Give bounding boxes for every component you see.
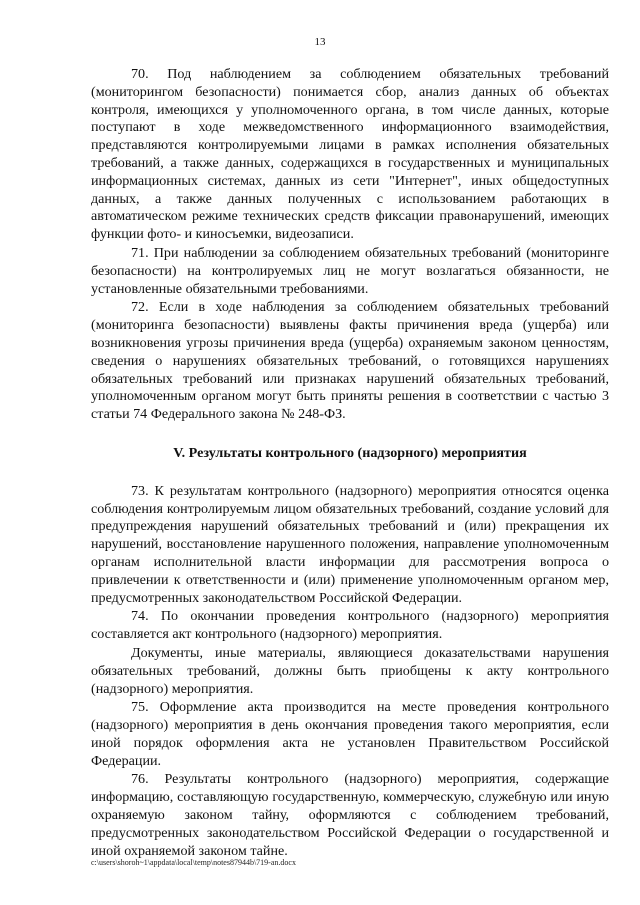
paragraph-documents: Документы, иные материалы, являющиеся доказательствами нарушения обязательных требований, должны быть приобщены к акту контрольного (надзорного) мероприятия. — [91, 644, 609, 697]
paragraph-76: 76. Результаты контрольного (надзорного) мероприятия, содержащие информацию, составляющую государственную, коммерческую, служебную или иную охраняемую законом тайну, оформляются с соблюдением требований, предусмотренных законодательством Российской Федерации о государственной и иной охраняемой законом тайне. — [91, 771, 609, 859]
file-path-footer: c:\users\shoroh~1\appdata\local\temp\notes87944b\719-an.docx — [91, 858, 296, 867]
paragraph-75: 75. Оформление акта производится на месте проведения контрольного (надзорного) мероприятия в день окончания проведения такого мероприятия, если иной порядок оформления акта не установлен Правительством Российской Федерации. — [91, 699, 609, 769]
paragraph-72: 72. Если в ходе наблюдения за соблюдением обязательных требований (мониторинга безопасности) выявлены факты причинения вреда (ущерба) или возникновения угрозы причинения вреда (ущерба) охраняемым законом ценностям, сведения о нарушениях обязательных требований, о готовящихся нарушениях обязательных требований или признаках нарушений обязательных требований, уполномоченным органом могут быть приняты решения в соответствии с частью 3 статьи 74 Федерального закона № 248-ФЗ. — [91, 299, 609, 423]
paragraph-74: 74. По окончании проведения контрольного (надзорного) мероприятия составляется акт контрольного (надзорного) мероприятия. — [91, 608, 609, 643]
paragraph-70: 70. Под наблюдением за соблюдением обязательных требований (мониторингом безопасности) понимается сбор, анализ данных об объектах контроля, имеющихся у уполномоченного органа, в том числе данных, которые поступают в ходе межведомственного информационного взаимодействия, представляются контролируемыми лицами в рамках исполнения обязательных требований, а также данных, содержащихся в государственных и муниципальных информационных системах, данных из сети "Интернет", иных общедоступных данных, а также данных полученных с использованием работающих в автоматическом режиме технических средств фиксации правонарушений, имеющих функции фото- и киносъемки, видеозаписи. — [91, 66, 609, 243]
paragraph-71: 71. При наблюдении за соблюдением обязательных требований (мониторинге безопасности) на контролируемых лиц не могут возлагаться обязанности, не установленные обязательными требованиями. — [91, 244, 609, 297]
document-body — [91, 66, 609, 861]
paragraph-73: 73. К результатам контрольного (надзорного) мероприятия относятся оценка соблюдения контролируемым лицом обязательных требований, создание условий для предупреждения нарушений обязательных требований и (или) прекращения их нарушений, восстановление нарушенного положения, направление уполномоченным органам исполнительной власти информации для рассмотрения вопроса о привлечении к ответственности и (или) применение уполномоченным органом мер, предусмотренных законодательством Российской Федерации. — [91, 482, 609, 606]
section-heading: V. Результаты контрольного (надзорного) мероприятия — [173, 444, 527, 461]
page-number: 13 — [314, 36, 326, 48]
